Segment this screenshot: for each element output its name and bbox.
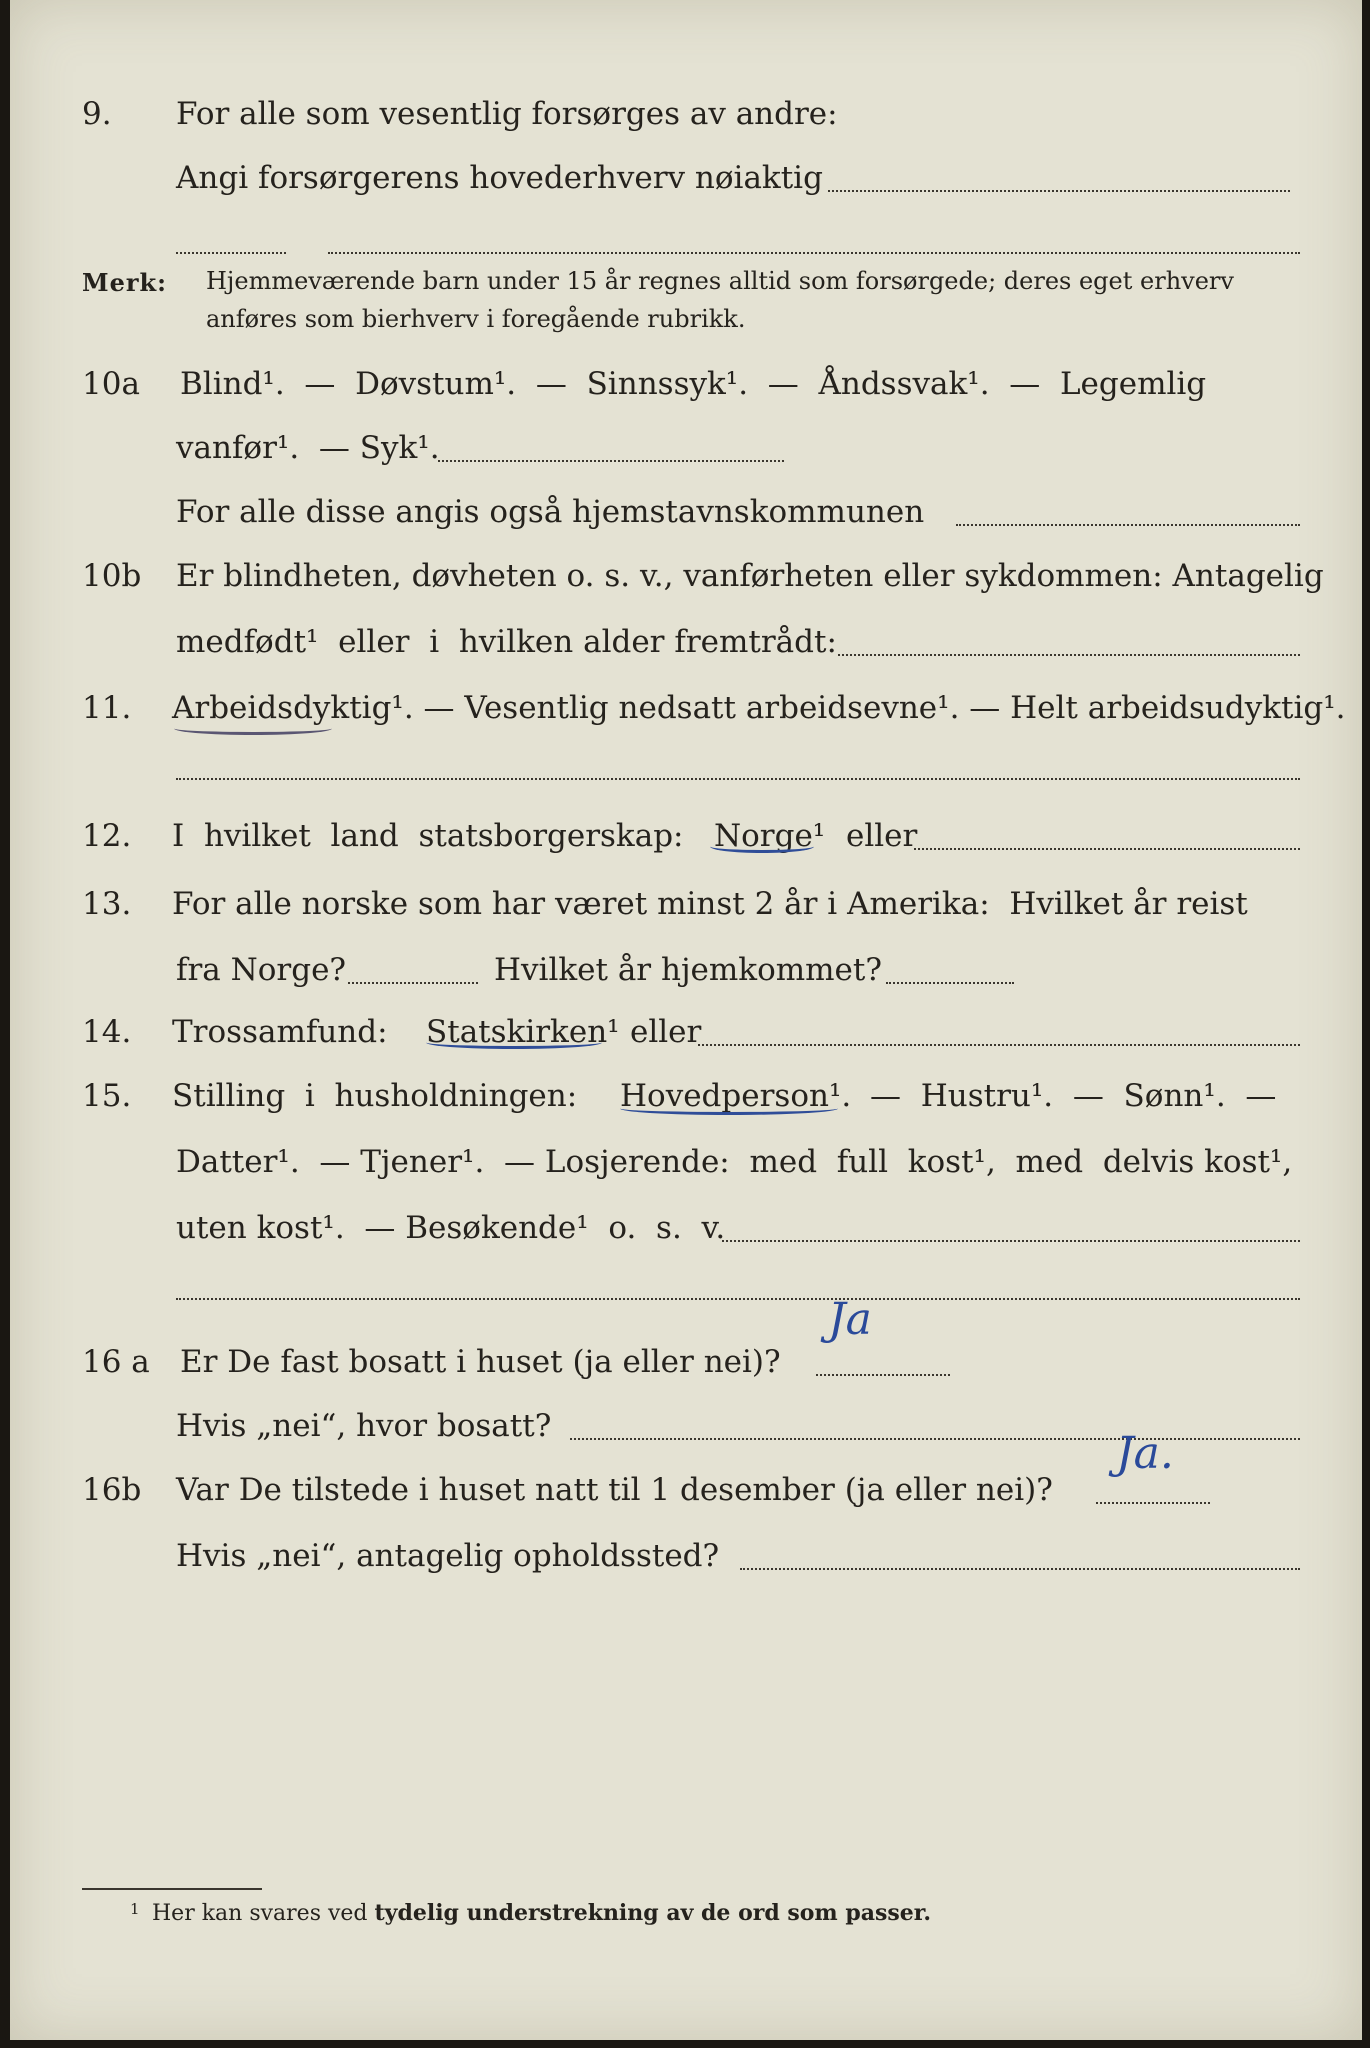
item-13-line-2 xyxy=(10,942,1362,1002)
footnote-rule xyxy=(82,1888,262,1890)
item-number: 13. xyxy=(82,886,132,922)
item-16b-line-2 xyxy=(10,1528,1362,1588)
item-text: Hvilket år hjemkommet? xyxy=(494,952,882,988)
item-text: eller xyxy=(630,1014,702,1050)
item-number: 16b xyxy=(82,1472,142,1508)
answer-norge: Norge¹ xyxy=(714,818,826,854)
item-text: Er blindheten, døvheten o. s. v., vanførheten eller sykdommen: Antagelig xyxy=(176,558,1324,594)
answer-hovedperson: Hovedperson¹. xyxy=(620,1078,852,1114)
item-15-line-2 xyxy=(10,1134,1362,1194)
item-10a-line-1 xyxy=(10,356,1362,416)
item-9-line-2 xyxy=(10,150,1362,210)
answer-line[interactable] xyxy=(176,778,1300,780)
answer-line[interactable] xyxy=(838,654,1300,656)
item-number: 14. xyxy=(82,1014,132,1050)
answer-line[interactable] xyxy=(698,1044,1300,1046)
item-text: For alle disse angis også hjemstavnskommunen xyxy=(176,494,925,530)
answer-line[interactable] xyxy=(886,982,1014,984)
answer-line[interactable] xyxy=(328,252,1300,254)
item-14-line-1 xyxy=(10,1004,1362,1064)
item-16a-line-1 xyxy=(10,1334,1362,1394)
item-text: Trossamfund: xyxy=(172,1014,388,1050)
footnote-text xyxy=(152,1900,931,1926)
item-number: 15. xyxy=(82,1078,132,1114)
item-text: For alle norske som har været minst 2 år i Amerika: Hvilket år reist xyxy=(172,886,1248,922)
answer-line[interactable] xyxy=(956,524,1300,526)
answer-line[interactable] xyxy=(740,1568,1300,1570)
answer-line[interactable] xyxy=(828,190,1290,192)
handwritten-answer-16a: Ja xyxy=(828,1294,872,1345)
answer-line[interactable] xyxy=(176,1298,1300,1300)
item-number: 9. xyxy=(82,96,112,132)
answer-line[interactable] xyxy=(722,1240,1300,1242)
item-number: 10a xyxy=(82,366,140,402)
item-text: Datter¹. — Tjener¹. — Losjerende: med full kost¹, med delvis kost¹, xyxy=(176,1144,1293,1180)
item-number: 12. xyxy=(82,818,132,854)
underline-hovedperson xyxy=(620,1102,838,1115)
footnote-mark: 1 xyxy=(130,1900,140,1918)
item-12-line-1 xyxy=(10,808,1362,868)
item-text: medfødt¹ eller i hvilken alder fremtrådt: xyxy=(176,624,837,660)
item-text: Stilling i husholdningen: xyxy=(172,1078,578,1114)
item-text: Blind¹. — Døvstum¹. — Sinnssyk¹. — Åndssvak¹. — Legemlig xyxy=(180,366,1207,402)
underline-statskirken xyxy=(426,1036,602,1049)
item-text: Hvis „nei“, antagelig opholdssted? xyxy=(176,1538,720,1574)
merk-text: Hjemmeværende barn under 15 år regnes alltid som forsørgede; deres eget erhverv anføres som bierhverv i foregående rubrikk. xyxy=(206,267,1234,333)
item-10a-line-2 xyxy=(10,420,1362,480)
item-text: — Hustru¹. — Sønn¹. — xyxy=(870,1078,1277,1114)
item-10b-line-1 xyxy=(10,548,1362,608)
item-text: Hvis „nei“, hvor bosatt? xyxy=(176,1408,552,1444)
handwritten-answer-16b: Ja. xyxy=(1116,1428,1174,1479)
underline-arbeidsdyktig xyxy=(174,722,332,735)
item-10a-line-3 xyxy=(10,484,1362,544)
item-text: Arbeidsdyktig¹. — Vesentlig nedsatt arbeidsevne¹. — Helt arbeidsudyktig¹. xyxy=(172,690,1346,726)
answer-line[interactable] xyxy=(570,1438,1300,1440)
item-number: 10b xyxy=(82,558,142,594)
item-number: 16 a xyxy=(82,1344,150,1380)
census-form-page xyxy=(10,0,1362,2040)
answer-line[interactable] xyxy=(348,982,478,984)
item-text: fra Norge? xyxy=(176,952,347,988)
answer-line[interactable] xyxy=(176,252,286,254)
item-15-line-3 xyxy=(10,1200,1362,1260)
item-text: I hvilket land statsborgerskap: xyxy=(172,818,684,854)
item-9-line-1 xyxy=(10,86,1362,146)
item-text: Angi forsørgerens hovederhverv nøiaktig xyxy=(176,160,823,196)
item-15-line-4 xyxy=(10,1258,1362,1318)
item-text: Er De fast bosatt i huset (ja eller nei)? xyxy=(180,1344,781,1380)
item-number: 11. xyxy=(82,690,132,726)
item-text: eller xyxy=(846,818,918,854)
footnote-bold: tydelig understrekning av de ord som passer. xyxy=(374,1900,932,1926)
item-text: uten kost¹. — Besøkende¹ o. s. v. xyxy=(176,1210,726,1246)
item-11-line-2 xyxy=(10,738,1362,798)
underline-norge xyxy=(710,840,814,853)
item-text: vanfør¹. — Syk¹. xyxy=(176,430,440,466)
footnote-plain: Her kan svares ved xyxy=(152,1901,368,1926)
answer-line[interactable] xyxy=(914,848,1300,850)
answer-line[interactable] xyxy=(438,460,784,462)
answer-statskirken: Statskirken¹ xyxy=(426,1014,620,1050)
merk-label: Merk: xyxy=(82,268,167,297)
item-text: For alle som vesentlig forsørges av andre: xyxy=(176,96,838,132)
item-10b-line-2 xyxy=(10,614,1362,674)
answer-line[interactable] xyxy=(1096,1502,1210,1504)
item-13-line-1 xyxy=(10,876,1362,936)
item-text: Var De tilstede i huset natt til 1 desember (ja eller nei)? xyxy=(176,1472,1053,1508)
answer-line[interactable] xyxy=(816,1374,950,1376)
item-15-line-1 xyxy=(10,1068,1362,1128)
